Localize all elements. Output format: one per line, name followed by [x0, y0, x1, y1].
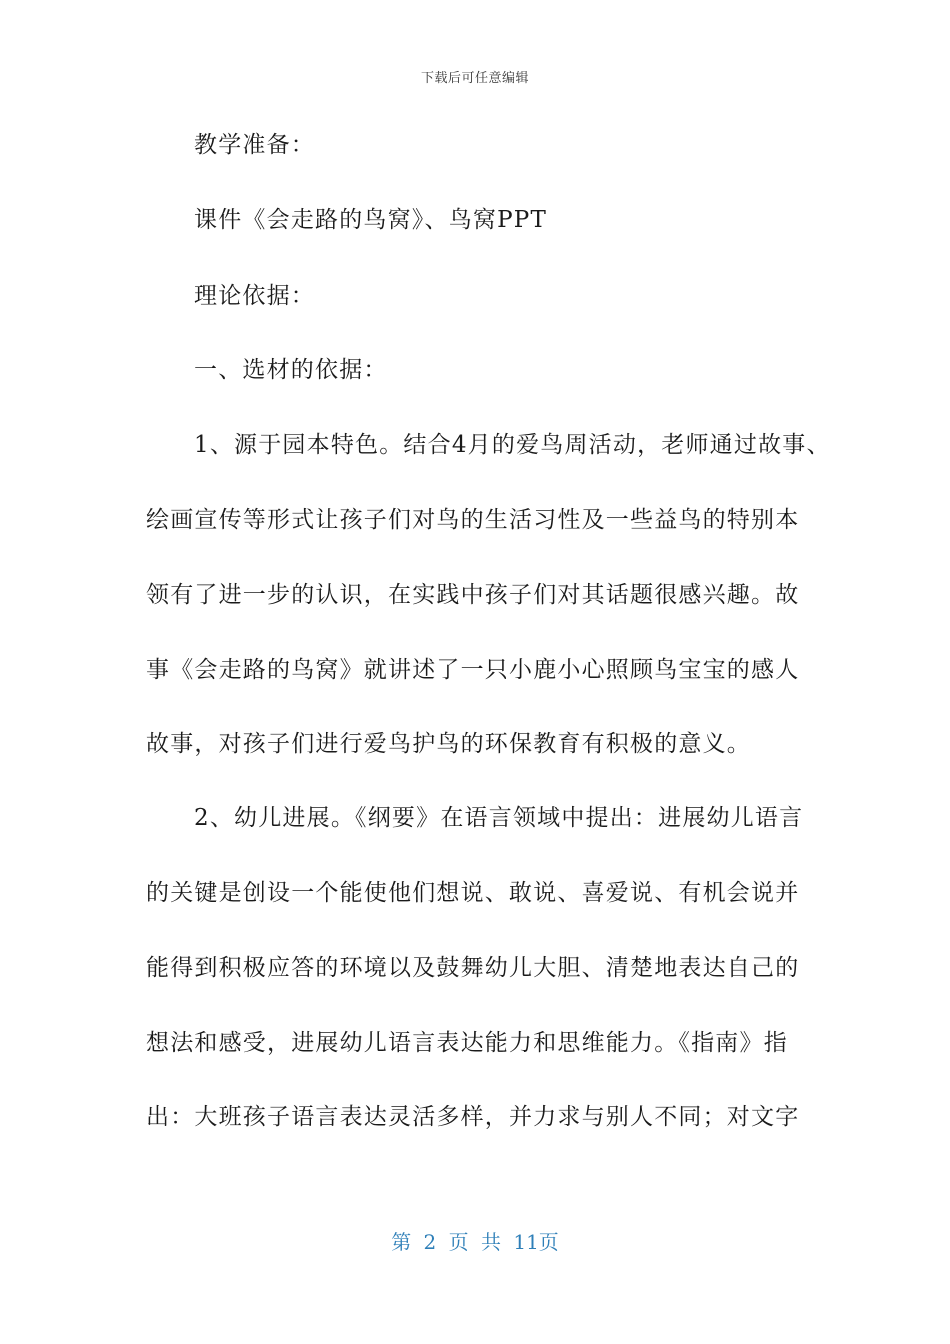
- paragraph-line: 2、幼儿进展。《纲要》在语言领域中提出：进展幼儿语言: [194, 805, 804, 831]
- text-line: 理论依据：: [194, 283, 315, 309]
- text-line: 教学准备：: [194, 132, 315, 158]
- paragraph-line: 领有了进一步的认识，在实践中孩子们对其话题很感兴趣。故: [146, 582, 800, 608]
- paragraph-line: 事《会走路的鸟窝》就讲述了一只小鹿小心照顾鸟宝宝的感人: [146, 657, 800, 683]
- paragraph-line: 能得到积极应答的环境以及鼓舞幼儿大胆、清楚地表达自己的: [146, 955, 800, 981]
- paragraph-line: 故事，对孩子们进行爱鸟护鸟的环保教育有积极的意义。: [146, 731, 751, 757]
- paragraph-line: 想法和感受，进展幼儿语言表达能力和思维能力。《指南》指: [146, 1030, 788, 1056]
- paragraph-line: 1、源于园本特色。结合4月的爱鸟周活动，老师通过故事、: [194, 432, 831, 458]
- page-number: 第 2 页 共 11页: [391, 1230, 559, 1254]
- paragraph-line: 出：大班孩子语言表达灵活多样，并力求与别人不同；对文字: [146, 1104, 800, 1130]
- paragraph-line: 绘画宣传等形式让孩子们对鸟的生活习性及一些益鸟的特别本: [146, 507, 800, 533]
- section-heading: 一、选材的依据：: [194, 357, 388, 383]
- page-header: 下载后可任意编辑: [420, 71, 529, 86]
- paragraph-line: 的关键是创设一个能使他们想说、敢说、喜爱说、有机会说并: [146, 880, 800, 906]
- text-line: 课件《会走路的鸟窝》、鸟窝PPT: [194, 207, 547, 233]
